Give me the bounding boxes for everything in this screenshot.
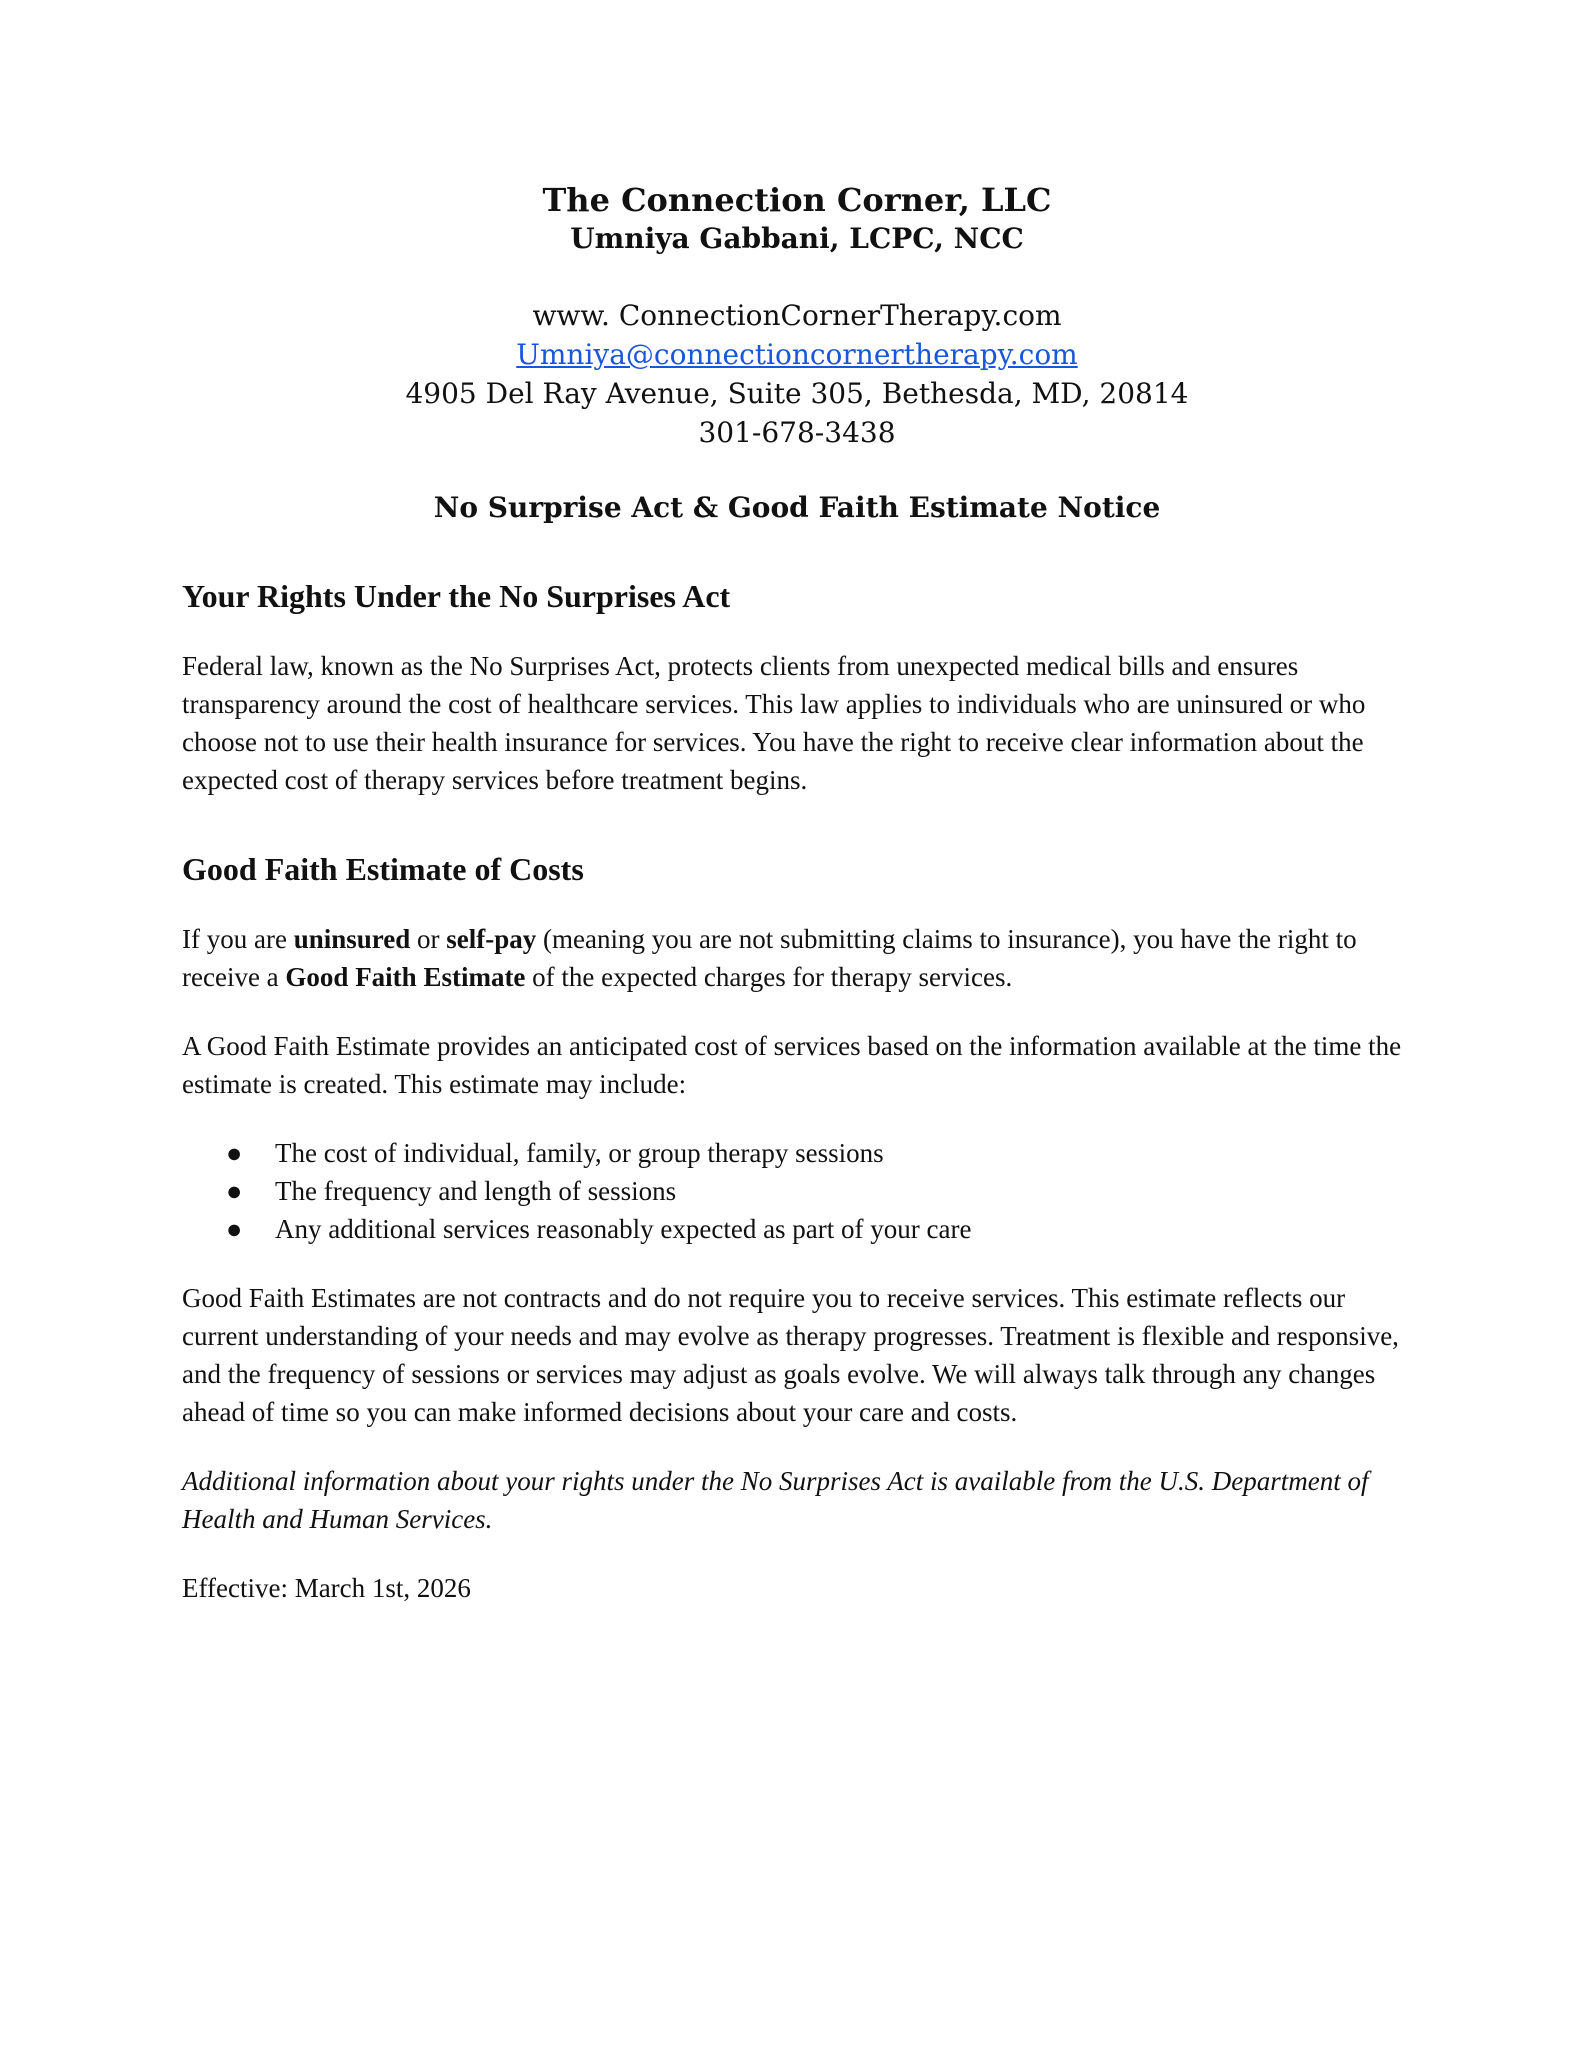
intro-bold-good-faith-estimate: Good Faith Estimate xyxy=(285,962,526,992)
list-item-text: The frequency and length of sessions xyxy=(275,1176,677,1206)
website-text: www. ConnectionCornerTherapy.com xyxy=(532,299,1062,332)
intro-bold-uninsured: uninsured xyxy=(293,924,411,954)
list-item xyxy=(182,1210,1412,1248)
list-item xyxy=(182,1172,1412,1210)
bullet-dot-icon: ● xyxy=(226,1176,243,1206)
letterhead xyxy=(182,180,1412,528)
email-link[interactable]: Umniya@connectioncornertherapy.com xyxy=(516,338,1078,371)
intro-text-3: (meaning you are not submitting claims to insurance), you have the right to receive a xyxy=(182,924,1357,992)
intro-text-4: of the expected charges for therapy services. xyxy=(525,962,1013,992)
estimate-disclaimer-paragraph: Good Faith Estimates are not contracts and do not require you to receive services. This estimate reflects our current understanding of your needs and may evolve as therapy progresses. Treatment is flexible and responsive, and the frequency of sessions or services may adjust as goals evolve. We will always talk through any changes ahead of time so you can make informed decisions about your care and costs. xyxy=(182,1283,1399,1427)
address-text: 4905 Del Ray Avenue, Suite 305, Bethesda, MD, 20814 xyxy=(405,377,1189,410)
estimate-bullet-list xyxy=(182,1134,1412,1248)
rights-paragraph: Federal law, known as the No Surprises Act, protects clients from unexpected medical bills and ensures transparency around the cost of healthcare services. This law applies to individuals who are uninsured or who choose not to use their health insurance for services. You have the right to receive clear information about the expected cost of therapy services before treatment begins. xyxy=(182,651,1366,795)
contact-block xyxy=(182,296,1412,452)
notice-title: No Surprise Act & Good Faith Estimate Notice xyxy=(433,491,1161,524)
document-page xyxy=(182,180,1412,1607)
rights-heading: Your Rights Under the No Surprises Act xyxy=(182,578,731,614)
effective-date: Effective: March 1st, 2026 xyxy=(182,1573,471,1603)
intro-text-2: or xyxy=(410,924,447,954)
bullet-dot-icon: ● xyxy=(226,1214,243,1244)
bullet-dot-icon: ● xyxy=(226,1138,243,1168)
org-name: The Connection Corner, LLC xyxy=(542,181,1052,219)
estimate-heading: Good Faith Estimate of Costs xyxy=(182,851,584,887)
clinician-name: Umniya Gabbani, LCPC, NCC xyxy=(570,222,1024,255)
list-item-text: The cost of individual, family, or group therapy sessions xyxy=(275,1138,884,1168)
estimate-includes-paragraph: A Good Faith Estimate provides an anticipated cost of services based on the information available at the time the estimate is created. This estimate may include: xyxy=(182,1031,1402,1099)
list-item xyxy=(182,1134,1412,1172)
intro-bold-self-pay: self-pay xyxy=(446,924,537,954)
email-line xyxy=(182,335,1412,374)
hhs-note: Additional information about your rights under the No Surprises Act is available from the U.S. Department of Health and Human Services. xyxy=(182,1466,1369,1534)
phone-text: 301-678-3438 xyxy=(698,416,896,449)
list-item-text: Any additional services reasonably expected as part of your care xyxy=(275,1214,972,1244)
intro-text-1: If you are xyxy=(182,924,294,954)
estimate-intro-paragraph xyxy=(182,920,1412,996)
